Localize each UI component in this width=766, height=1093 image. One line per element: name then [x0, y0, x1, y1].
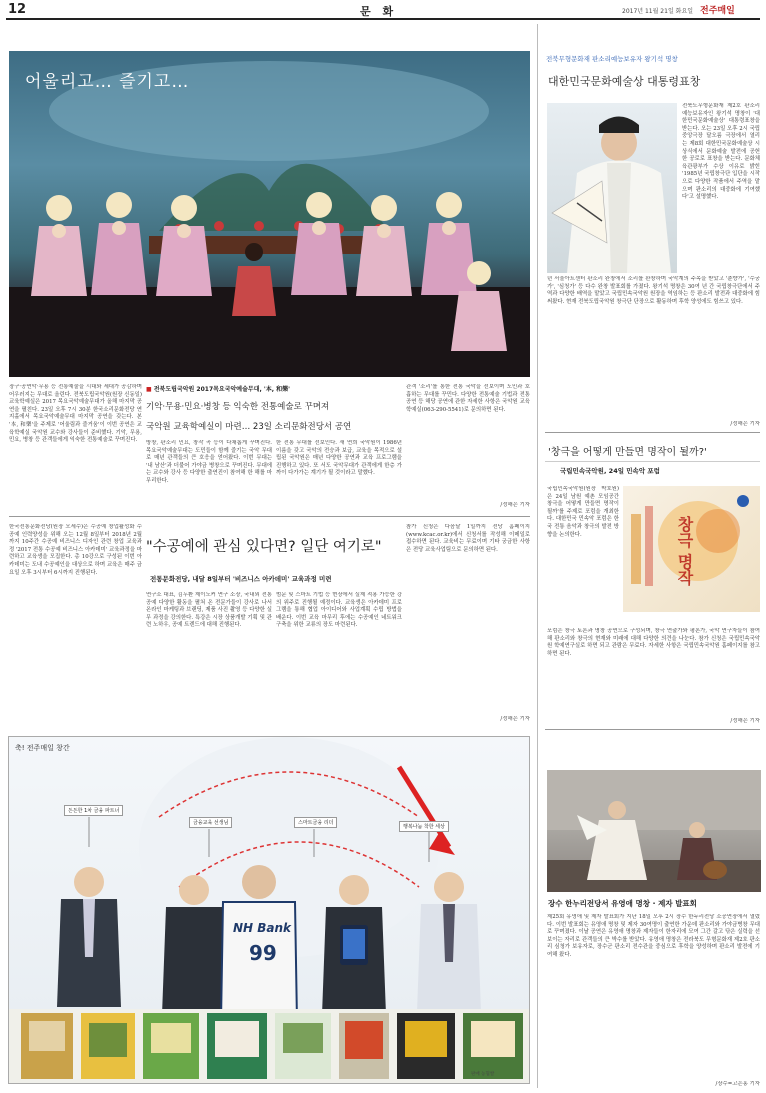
- forum-poster: [623, 486, 760, 612]
- page-number: 12: [8, 2, 27, 17]
- jersey-number: 99: [249, 941, 277, 965]
- header-rule: [6, 18, 760, 20]
- poster-title: 창극 명작: [675, 516, 694, 586]
- ad-product-label: 판매 농협쌀: [471, 1072, 495, 1077]
- advertisement: [8, 736, 530, 1084]
- jersey-text: NH Bank: [233, 921, 292, 935]
- article4-subhead: 국립민속국악원, 24일 민속악 포럼: [560, 467, 660, 475]
- article2-headline: "수공예에 관심 있다면? 일단 여기로": [146, 539, 382, 555]
- issue-date: 2017년 11월 21일 화요일: [622, 8, 694, 15]
- section-title: 문 화: [360, 5, 398, 18]
- article4-byline: /정해은 기자: [730, 718, 760, 724]
- pansori-photo: [547, 770, 761, 892]
- article5-headline: 장수 한누리전당서 유영애 명창 · 제자 발표회: [548, 899, 697, 908]
- article3-text-bottom: 년 서울아트센터 판소리 완창에서 소리를 완창하며 국악계의 주목을 받았고 '춘향가', '수궁가', '심청가' 등 다수 완창 발표회를 가졌다. 왕기석 명창은 30여 년 간 국립창극단에서 주역과 다양한 배역을 맡았고 국립민속국악원 원장을 역임하는 등 판소리 발전과 대중화에 힘써왔다. 현재 전북도립국악원 창극단 단장으로 활동하며 후학 양성에도 힘쓰고 있다.: [547, 276, 760, 305]
- column-divider: [537, 24, 538, 1088]
- page-header: [0, 0, 766, 18]
- ad-tag-2: 금융교육 선생님: [189, 817, 232, 828]
- article5-byline: /장수=고은홍 기자: [715, 1081, 760, 1087]
- ad-tag-1: 든든한 1차 금융 파트너: [64, 805, 123, 816]
- ad-tag-3: 스마트금융 리더: [294, 817, 337, 828]
- divider: [545, 432, 760, 433]
- article3-text-right: 전북도무형문화재 제2호 판소리예능보유자인 왕기석 명창이 '대한민국문화예술상' 대통령표창을 받는다. 오는 23일 오후 2시 국립중앙극장 달오름 극장에서 열리는 제8회 대한민국문화예술상 시상식에서 문화예술 발전에 공헌한 공로로 표창을 받는다. 문화체육관광부가 수상 이유로 밝힌 '1985년 국립창극단 입단을 시작으로 다양한 작품에서 주역을 맡으며 판소리의 대중화에 기여했다'고 설명했다.: [682, 103, 760, 201]
- article1-tag-text: 전북도립국악원 2017목요국악예술무대, '本, 和樂': [153, 386, 290, 393]
- article2-col1: 한국전통문화전당(원장 오세수)은 수공예 창업활성화 수공예 인력양성을 위해 오는 12월 8일부터 2018년 2월까지 10주간 수공예 비즈니스 디자인 관련 창업 교육과정 '2017 전통 수공예 비즈니스 아카데미' 교육과정을 마련하고 교육생을 모집한다. 총 10강으로 구성된 이번 아카데미는 도내 수공예인을 대상으로 하며 교육은 매주 금요일 오후 3시부터 6시까지 진행된다.: [9, 524, 142, 576]
- article2-subhead: 전통문화전당, 내달 8일부터 '비즈니스 아카데미' 교육과정 미련: [150, 575, 332, 583]
- ad-graphics: [9, 737, 530, 1084]
- article2-col4: 참가 신청은 다음달 1일까지 전당 홈페이지(www.kcac.or.kr)에서 신청서를 작성해 이메일로 접수하면 된다. 교육비는 무료이며 기타 궁금한 사항은 전당 교육사업팀으로 문의하면 된다.: [406, 524, 530, 553]
- divider: [545, 461, 760, 462]
- article1-headline1: 기악·무용·민요·병창 등 익숙한 전통예술로 꾸며져: [146, 402, 330, 412]
- article4-text-left: 국립민속국악원(원장 박호원)은 24일 남원 예촌 모임공간 창극을 어떻게 만들면 명작이 될까'를 주제로 포럼을 개최한다. 대한민국 민속악 포럼은 한국 전통 음악과 창극의 발전 방향을 논의한다.: [547, 486, 619, 538]
- masthead: 전주매일: [700, 6, 735, 16]
- article5-text: 제25회 유영애 및 제자 발표회가 지난 18일 오후 2시 장수 한누리전당 소공연장에서 열렸다. 이번 발표회는 유영애 명창 및 제자 30여명이 출연한 가운데 판소리와 가야금병창 무대로 꾸며졌다. 이날 공연은 유영애 명창과 제자들이 한자리에 모여 그간 갈고 닦은 실력을 선보이는 자리로 관객들의 큰 박수를 받았다. 유영애 명창은 전라북도 무형문화재 제2호 판소리 심청가 보유자로, 장수군 판소리 전수관을 중심으로 후학을 양성하며 판소리 발전에 기여해 왔다.: [547, 914, 760, 958]
- divider: [9, 516, 530, 517]
- article1-col2: 방창, 판소리 민요, 창작 곡 등이 다채롭게 꾸며진다. 목요국악예술무대는 도민들이 함께 즐기는 국악 무대로 매년 관객들의 큰 호응을 얻어왔다. 이번 무대는 '내 남산'과 더불어 가야금 병창으로 꾸며진다. 무대에는 교수와 강사 등 다양한 출연진이 참여해 한 해를 마무리한다.: [146, 440, 272, 484]
- article1-byline: /정해은 기자: [500, 502, 530, 508]
- performance-scene: [9, 51, 530, 377]
- article2-col2: 연구소 대표, 김두환 제이노커 연구 소장, 국내외 전통공예 다양한 활동을 펼쳐 온 전문가들이 강사로 나서 온라인 마케팅과 브랜딩, 제품 사진 촬영 등 다양한 실무 과정을 강의한다. 특강은 시장 상품개발 기획 및 관련 노하우, 공예 트렌드에 대해 진행된다.: [146, 592, 272, 629]
- article4-text-bottom: 포럼은 창극 토론과 명창 공연으로 구성되며, 창극 연출가와 평론가, 국악 연구자들이 참여해 판소리와 창극의 현재와 미래에 대해 다양한 의견을 나눈다. 참가 신청은 국립민속국악원 학예연구실로 하면 되고 관람은 무료다. 자세한 사항은 국립민속국악원 홈페이지를 참고하면 된다.: [547, 628, 760, 657]
- article2-byline: /정해은 기자: [500, 716, 530, 722]
- article3-kicker: 전북무형문화재 판소리예능보유자 왕기석 명창: [546, 55, 678, 63]
- pansori-scene: [547, 770, 761, 892]
- article1-col4: 관객 '소리'를 통한 전통 국악을 선보이며 도민과 호흡하는 무대를 꾸민다. 다양한 전통예술 기법과 전통 공연 등 해당 공연에 관한 자세한 사항은 국악원 교육학예실(063-290-5541)로 문의하면 된다.: [406, 384, 530, 413]
- article1-col3: 한 전통 무대를 선보인다. 새 연희 국악원이 1986년 이름을 갖고 국악의 전승과 보급, 교육을 목적으로 설립된 국악원은 매년 다양한 공연과 교육 프로그램을 진행하고 있다. 또 서도 국악무대가 관객에게 한층 가까이 다가가는 계기가 될 것이라고 말했다.: [276, 440, 402, 477]
- master-wang-figure: [547, 103, 677, 273]
- photo-title: 어울리고… 즐기고…: [25, 72, 190, 92]
- article3-headline: 대한민국문화예술상 대통령표창: [548, 75, 701, 88]
- ad-label: 축! 전주매일 창간: [15, 744, 70, 752]
- article3-byline: /정해은 기자: [730, 421, 760, 427]
- article2-col3: 범문 및 스마트 기법 등 현장에서 실제 적용 가능한 강의 위주로 진행될 예정이다. 교육생은 아카데미 프로그램을 통해 협업 아이디어와 사업계획 수립 방법을 배운다. 이번 교육 마무리 후에는 수공예인 네트워크 구축을 위한 교류의 장도 마련된다.: [276, 592, 402, 629]
- ad-tag-4: 행복나눔 착한 세상: [399, 821, 449, 832]
- article1-headline2: 국악원 교육학예실이 마련… 23일 소리문화전당서 공연: [146, 422, 352, 432]
- performance-photo: [9, 51, 530, 377]
- article4-headline: '창극을 어떻게 만들면 명작이 될까?': [548, 447, 707, 458]
- article1-tag: ■ 전북도립국악원 2017목요국악예술무대, '本, 和樂': [146, 386, 290, 393]
- master-wang-photo: [547, 103, 677, 273]
- article1-col1: 장구·공연악·무용 등 전통예술을 시대와 세대가 공감하며 어우러지는 무대로 올린다. 전북도립국악원(원장 신동일) 교육학예실은 2017 목요국악예술무대가 올해 마지막 공연을 펼친다. 23일 오후 7시 30분 한국소리문화전당 연지홀에서 목요국악예술무대 마지막 공연을 갖는다. 본 '本, 和樂'을 주제로 '어울림과 즐거움'이 이번 공연은 교육학예실 국악원 교수와 강사들이 준비했다. 기악, 무용, 민요, 병창 등 관객들에게 익숙한 전통예술로 꾸며진다.: [9, 384, 142, 444]
- divider: [545, 729, 760, 730]
